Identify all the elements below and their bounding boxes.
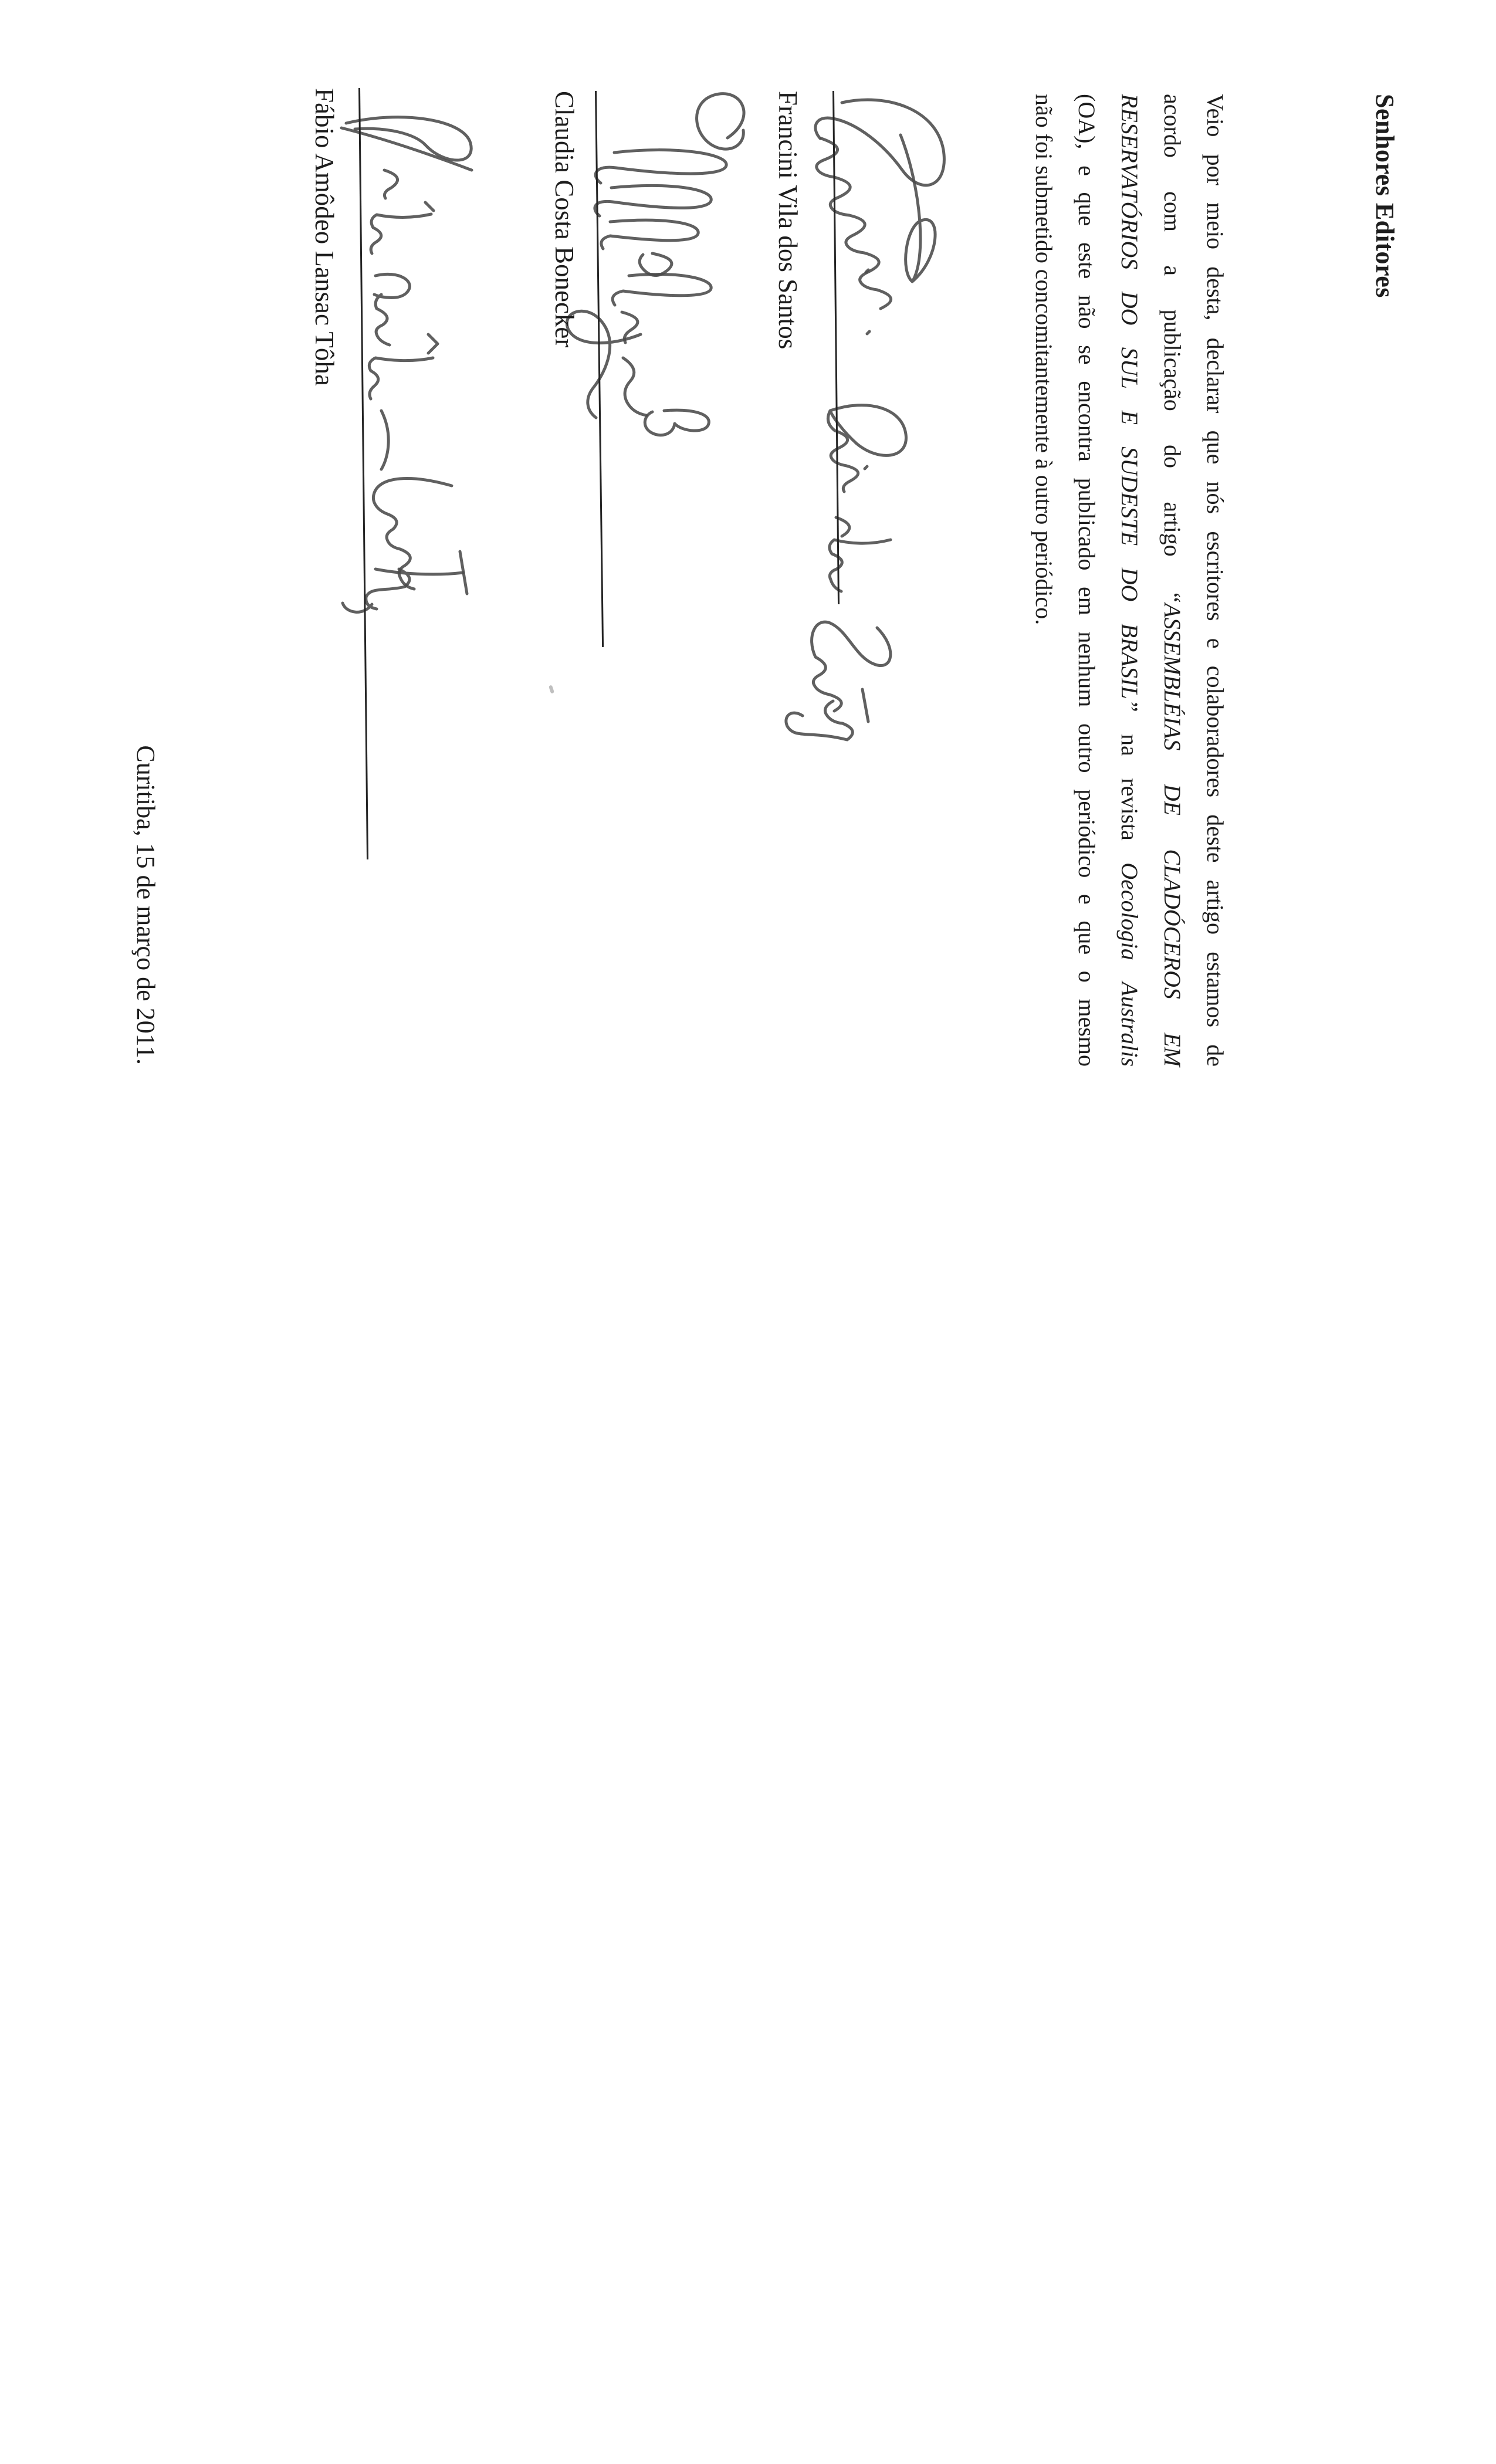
paragraph-line-5: não foi submetido concomitantemente à outro periódico. — [1031, 94, 1057, 625]
date-line: Curitiba, 15 de março de 2011. — [131, 745, 160, 1065]
signer-name-fabio: Fábio Amôdeo Lansac Tôha — [310, 88, 339, 386]
ink-speck — [549, 685, 554, 693]
paragraph-line-3: RESERVATÓRIOS DO SUL E SUDESTE DO BRASIL” na revista Oecologia Australis — [1116, 94, 1143, 1067]
signer-name-francini: Francini Vila dos Santos — [773, 91, 803, 350]
declaration-paragraph — [1023, 94, 1237, 1067]
signer-name-claudia: Claudia Costa Bonecker — [550, 91, 579, 348]
paragraph-line-2: acordo com a publicação do artigo “ASSEMBLÉIAS DE CLADÓCEROS EM — [1159, 94, 1186, 1067]
signature-script-claudia — [576, 82, 770, 434]
salutation-senhores-editores: Senhores Editores — [1370, 94, 1399, 298]
signature-script-fabio — [323, 82, 487, 598]
paragraph-line-1: Veio por meio desta, declarar que nós escritores e colaboradores deste artigo estamos de — [1202, 94, 1228, 1067]
paragraph-line-4: (OA), e que este não se encontra publicado em nenhum outro periódico e que o mesmo — [1074, 94, 1100, 1067]
